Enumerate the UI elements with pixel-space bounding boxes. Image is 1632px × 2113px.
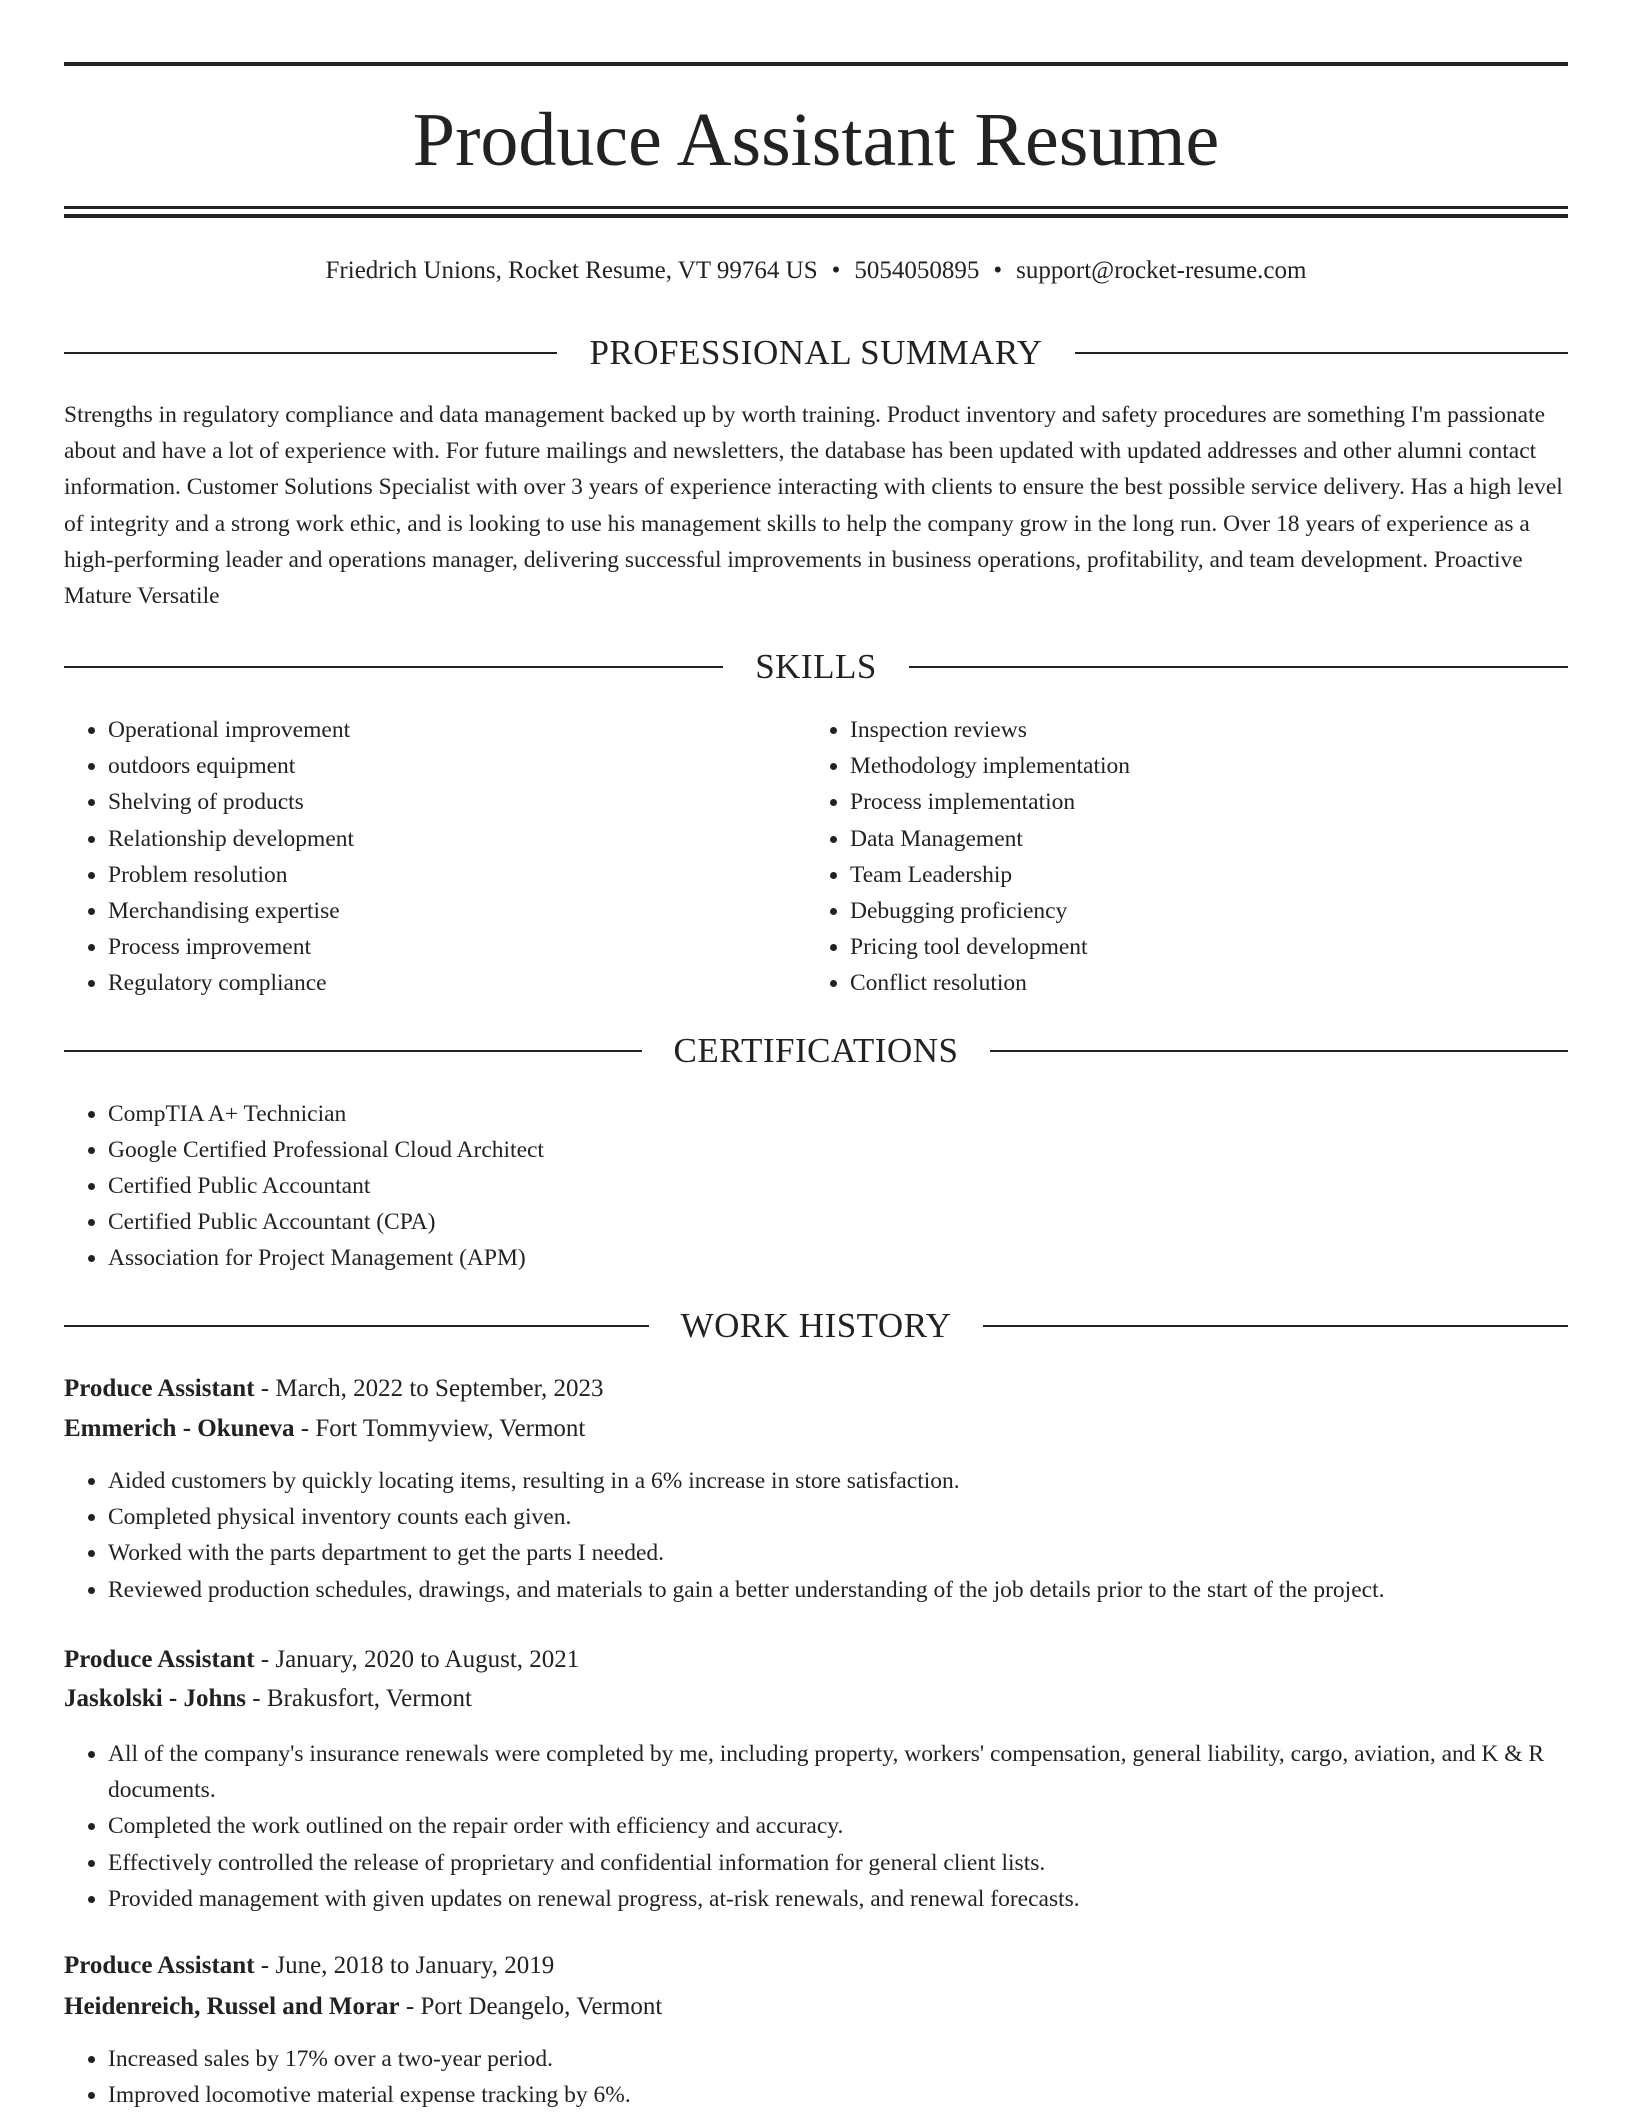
- heading-rule: [64, 352, 557, 354]
- skill-item: • Debugging proficiency: [850, 893, 1550, 929]
- contact-separator: •: [831, 257, 841, 284]
- job-title: Produce Assistant: [64, 1375, 255, 1402]
- heading-rule: [64, 666, 723, 668]
- skills-list-right: [806, 712, 1550, 1002]
- job-bullets: [64, 2041, 1612, 2113]
- job-title-line: [64, 1372, 1568, 1406]
- job-company-line: [64, 1682, 1568, 1716]
- job-dates: - March, 2022 to September, 2023: [254, 1375, 604, 1402]
- job-bullet: • Improved locomotive material expense tracking by 6%.: [108, 2077, 1612, 2113]
- job-bullet: • Completed the work outlined on the repair order with efficiency and accuracy.: [108, 1808, 1612, 1844]
- skill-item: • Inspection reviews: [850, 712, 1550, 748]
- heading-rule: [64, 1050, 642, 1052]
- heading-rule: [990, 1050, 1568, 1052]
- certification-item: • CompTIA A+ Technician: [108, 1096, 1308, 1132]
- job-company-line: [64, 1990, 1568, 2024]
- contact-line: [64, 254, 1568, 288]
- resume-title: Produce Assistant Resume: [412, 98, 1220, 182]
- certification-item: • Certified Public Accountant: [108, 1168, 1308, 1204]
- job-bullets: [64, 1736, 1612, 1917]
- job-bullet: • Effectively controlled the release of proprietary and confidential information for general client lists.: [108, 1845, 1612, 1881]
- section-heading-work-history: [64, 1304, 1568, 1348]
- job-company-line: [64, 1412, 1568, 1446]
- job-company: Emmerich - Okuneva: [64, 1415, 295, 1442]
- title-rule-lower: [64, 214, 1568, 218]
- heading-rule: [64, 1325, 649, 1327]
- heading-rule: [909, 666, 1568, 668]
- job-bullets: [64, 1463, 1612, 1608]
- skill-item: • Team Leadership: [850, 857, 1550, 893]
- summary-text: Strengths in regulatory compliance and data management backed up by worth training. Product inventory and safety procedures are something I'm passionate about and have a lot of experience with. For future mailings and newsletters, the database has been updated with updated addresses and other alumni contact information. Customer Solutions Specialist with over 3 years of experience interacting with clients to ensure the best possible service delivery. Has a high level of integrity and a strong work ethic, and is looking to use his management skills to help the company grow in the long run. Over 18 years of experience as a high-performing leader and operations manager, delivering successful improvements in business operations, profitability, and team development. Proactive Mature Versatile: [64, 402, 1563, 610]
- job-bullet: • Reviewed production schedules, drawings, and materials to gain a better understanding of the job details prior to the start of the project.: [108, 1572, 1612, 1608]
- contact-separator: •: [993, 257, 1003, 284]
- skill-item: • Process implementation: [850, 784, 1550, 820]
- contact-address: Friedrich Unions, Rocket Resume, VT 99764 US: [325, 257, 818, 284]
- job-location: - Port Deangelo, Vermont: [399, 1993, 663, 2020]
- section-heading-certifications: [64, 1029, 1568, 1073]
- contact-phone: 5054050895: [854, 257, 980, 284]
- job-bullet: • Aided customers by quickly locating items, resulting in a 6% increase in store satisfaction.: [108, 1463, 1612, 1499]
- job-location: - Fort Tommyview, Vermont: [294, 1415, 586, 1442]
- title-rule-upper: [64, 206, 1568, 209]
- top-rule: [64, 62, 1568, 66]
- section-title: WORK HISTORY: [680, 1306, 952, 1345]
- section-title: SKILLS: [755, 647, 877, 686]
- skill-item: • Problem resolution: [108, 857, 808, 893]
- job-bullet: • Worked with the parts department to get the parts I needed.: [108, 1535, 1612, 1571]
- job-bullet: • Increased sales by 17% over a two-year period.: [108, 2041, 1612, 2077]
- job-title-line: [64, 1643, 1568, 1677]
- heading-rule: [1075, 352, 1568, 354]
- certification-item: • Google Certified Professional Cloud Architect: [108, 1132, 1308, 1168]
- job-company: Jaskolski - Johns: [64, 1685, 247, 1712]
- job-location: - Brakusfort, Vermont: [246, 1685, 472, 1712]
- job-bullet: • Completed physical inventory counts each given.: [108, 1499, 1612, 1535]
- skill-item: • Operational improvement: [108, 712, 808, 748]
- contact-email: support@rocket-resume.com: [1016, 257, 1307, 284]
- certification-item: • Association for Project Management (APM): [108, 1240, 1308, 1276]
- skill-item: • outdoors equipment: [108, 748, 808, 784]
- job-dates: - January, 2020 to August, 2021: [254, 1646, 580, 1673]
- job-title: Produce Assistant: [64, 1646, 255, 1673]
- section-heading-skills: [64, 645, 1568, 689]
- job-dates: - June, 2018 to January, 2019: [254, 1952, 555, 1979]
- skill-item: • Pricing tool development: [850, 929, 1550, 965]
- skill-item: • Merchandising expertise: [108, 893, 808, 929]
- section-title: PROFESSIONAL SUMMARY: [589, 333, 1043, 372]
- job-bullet: • All of the company's insurance renewals were completed by me, including property, workers' compensation, general liability, cargo, aviation, and K & R documents.: [108, 1736, 1612, 1808]
- job-title-line: [64, 1949, 1568, 1983]
- skill-item: • Process improvement: [108, 929, 808, 965]
- skill-item: • Data Management: [850, 821, 1550, 857]
- heading-rule: [983, 1325, 1568, 1327]
- section-heading-summary: [64, 331, 1568, 375]
- skill-item: • Regulatory compliance: [108, 965, 808, 1001]
- skill-item: • Relationship development: [108, 821, 808, 857]
- job-title: Produce Assistant: [64, 1952, 255, 1979]
- skill-item: • Shelving of products: [108, 784, 808, 820]
- certification-item: • Certified Public Accountant (CPA): [108, 1204, 1308, 1240]
- skill-item: • Methodology implementation: [850, 748, 1550, 784]
- job-bullet: • Provided management with given updates on renewal progress, at-risk renewals, and renewal forecasts.: [108, 1881, 1612, 1917]
- job-company: Heidenreich, Russel and Morar: [64, 1993, 400, 2020]
- section-title: CERTIFICATIONS: [673, 1031, 959, 1070]
- certifications-list: [64, 1096, 1308, 1276]
- skill-item: • Conflict resolution: [850, 965, 1550, 1001]
- skills-list-left: [64, 712, 808, 1002]
